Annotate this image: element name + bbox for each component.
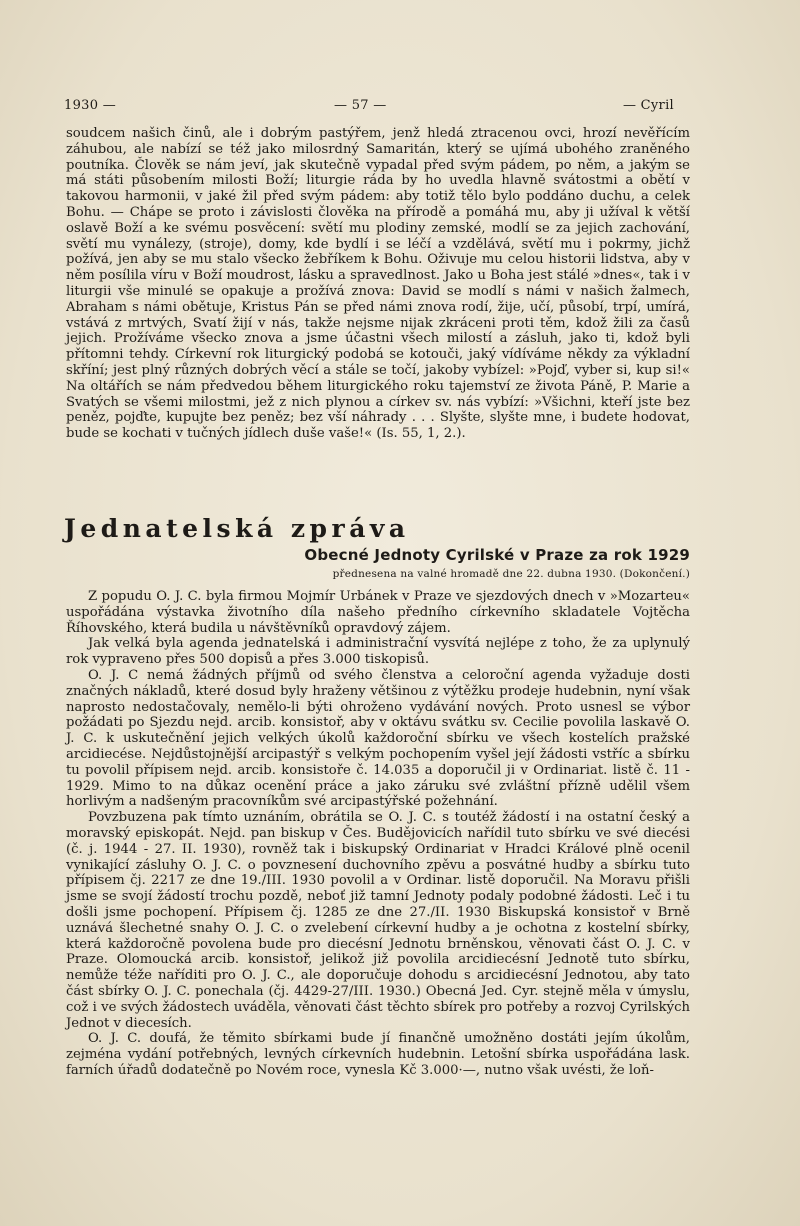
- report-paragraph: Jak velká byla agenda jednatelská i administrační vysvítá nejlépe z toho, že za uplynulý rok vypraveno přes 500 dopisů a přes 3.000 tiskopisů.: [66, 636, 690, 668]
- report-subtitle: přednesena na valné hromadě dne 22. dubna 1930. (Dokončení.): [332, 568, 690, 580]
- header-year: 1930 —: [64, 98, 117, 113]
- page-number: — 57 —: [334, 98, 387, 113]
- report-paragraph: O. J. C. doufá, že těmito sbírkami bude jí finančně umožněno dostáti jejím úkolům, zejména vydání potřebných, levných církevních hudebnin. Letošní sbírka uspořádána lask. farních úřadů dodatečně po Novém roce, vynesla Kč 3.000·—, nutno však uvésti, že loň-: [66, 1031, 690, 1078]
- journal-title: — Cyril: [622, 98, 674, 113]
- report-paragraph: Z popudu O. J. C. byla firmou Mojmír Urbánek v Praze ve sjezdových dnech v »Mozarteu« uspořádána výstavka životního díla našeho předního církevního skladatele Vojtěcha Říhovského, která budila u návštěvníků opravdový zájem.: [66, 589, 690, 636]
- intro-paragraph: soudcem našich činů, ale i dobrým pastýřem, jenž hledá ztracenou ovci, hrozí nevěřícím záhubou, ale nabízí se též jako milosrdný Samaritán, který se ujímá ubohého zraněného poutníka. Člověk se nám jeví, jak skutečně vypadal před svým pádem, po něm, a jakým se má státi působením milosti Boží; liturgie ráda by ho uvedla hlavně svátostmi a obětí v takovou harmonii, v jaké žil před svým pádem: aby totiž tělo bylo poddáno duchu, a celek Bohu. — Chápe se proto i závislosti člověka na přírodě a pomáhá mu, aby ji užíval k větší oslavě Boží a ke svému posvěcení: světí mu plodiny zemské, modlí se za jejich zachování, světí mu vynálezy, (stroje), domy, kde bydlí i se léčí a vzdělává, světí mu i pokrmy, jichž požívá, jen aby se mu stalo všecko žebříkem k Bohu. Oživuje mu celou historii lidstva, aby v něm posílila víru v Boží moudrost, lásku a spravedlnost. Jako u Boha jest stálé »dnes«, tak i v liturgii vše minulé se opakuje a prožívá znova: David se modlí s námi v našich žalmech, Abraham s námi obětuje, Kristus Pán se před námi znova rodí, žije, učí, působí, trpí, umírá, vstává z mrtvých, Svatí žijí v nás, takže nejsme nijak zkráceni proti těm, kdož žili za časů jejich. Prožíváme všecko znova a jsme účastni všech milostí a zásluh, jako ti, kdož byli přítomni tehdy. Církevní rok liturgický podobá se kotouči, jaký vídíváme někdy za výkladní skříní; jest plný různých dobrých věcí a stále se točí, jakoby vybízel: »Pojď, vyber si, kup si!« Na oltářích se nám předvedou během liturgického roku tajemství ze života Páně, P. Marie a Svatých se všemi milostmi, jež z nich plynou a církev sv. nás vybízí: »Všichni, kteří jste bez peněz, pojďte, kupujte bez peněz; bez vší náhrady . . . Slyšte, slyšte mne, i budete hodovat, bude se kochati v tučných jídlech duše vaše!« (Is. 55, 1, 2.).: [66, 126, 690, 442]
- report-title: Obecné Jednoty Cyrilské v Praze za rok 1929: [304, 546, 690, 564]
- report-paragraph: O. J. C nemá žádných příjmů od svého členstva a celoroční agenda vyžaduje dosti značných nákladů, které dosud byly hraženy většinou z výtěžku prodeje hudebnin, nyní však naprosto nedostačovaly, nemělo-li býti ohroženo vydávání nových. Proto usnesl se výbor požádati po Sjezdu nejd. arcib. konsistoř, aby v oktávu svátku sv. Cecilie povolila laskavě O. J. C. k uskutečnění jejich velkých úkolů každoroční sbírku ve všech kostelích pražské arcidiecése. Nejdůstojnější arcipastýř s velkým pochopením vyšel její žádosti vstříc a sbírku tu povolil přípisem nejd. arcib. konsistoře č. 14.035 a doporučil ji v Ordinariat. listě č. 11 - 1929. Mimo to na důkaz ocenění práce a jako záruku své zvláštní přízně udělil všem horlivým a nadšeným pracovníkům své arcipastýřské požehnání.: [66, 667, 690, 810]
- report-paragraph: Povzbuzena pak tímto uznáním, obrátila se O. J. C. s toutéž žádostí i na ostatní český a moravský episkopát. Nejd. pan biskup v Čes. Budějovicích nařídil tuto sbírku ve své diecési (č. j. 1944 - 27. II. 1930), rovněž tak i biskupský Ordinariat v Hradci Králové plně ocenil vynikající zásluhy O. J. C. o povznesení duchovního zpěvu a posvátné hudby a sbírku tuto přípisem čj. 2217 ze dne 19./III. 1930 povolil a v Ordinar. listě doporučil. Na Moravu přišli jsme se svojí žádostí trochu pozdě, neboť již tamní Jednoty podaly podobné žádosti. Leč i tu došli jsme pochopení. Přípisem čj. 1285 ze dne 27./II. 1930 Biskupská konsistoř v Brně uznává šlechetné snahy O. J. C. o zvelebení církevní hudby a je ochotna z kostelní sbírky, která každoročně povolena bude pro diecésní Jednotu brněnskou, věnovati část O. J. C. v Praze. Olomoucká arcib. konsistoř, jelikož již povolila arcidiecésní Jednotě tuto sbírku, nemůže téže naříditi pro O. J. C., ale doporučuje dohodu s arcidiecésní Jednotou, aby tato část sbírky O. J. C. ponechala (čj. 4429-27/III. 1930.) Obecná Jed. Cyr. stejně měla v úmyslu, což i ve svých žádostech uváděla, věnovati část těchto sbírek pro potřeby a rozvoj Cyrilských Jednot v diecesích.: [66, 810, 690, 1031]
- intro-text-block: [66, 126, 690, 442]
- report-text-block: [66, 589, 690, 1079]
- section-title: Jednatelská zpráva: [64, 514, 410, 543]
